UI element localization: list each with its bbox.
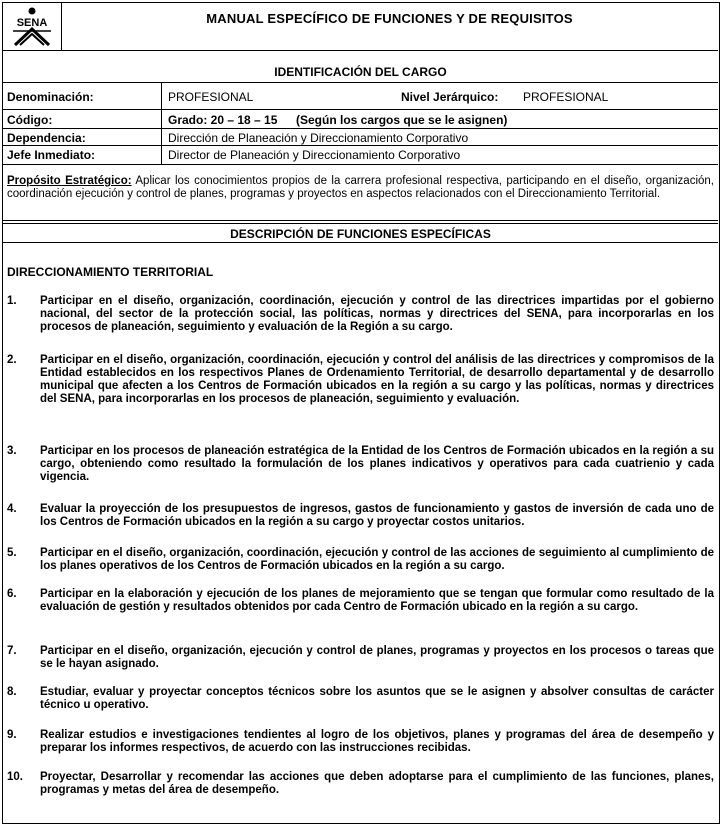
dependencia-value: Dirección de Planeación y Direccionamiento Corporativo [168,131,469,145]
jefe-value: Director de Planeación y Direccionamiento Corporativo [168,148,461,162]
codigo-row [3,110,718,129]
codigo-note: (Según los cargos que se le asignen) [296,113,508,127]
document-title: MANUAL ESPECÍFICO DE FUNCIONES Y DE REQUISITOS [206,11,573,26]
sena-logo-icon [9,7,55,47]
proposito-label: Propósito Estratégico: [7,175,132,187]
jefe-label: Jefe Inmediato: [7,148,96,162]
svg-text:SENA: SENA [16,17,48,29]
sena-logo [3,3,62,50]
funciones-subheading: DIRECCIONAMIENTO TERRITORIAL [7,265,214,279]
denominacion-label: Denominación: [7,90,94,104]
nivel-value: PROFESIONAL [523,90,609,104]
codigo-value: Grado: 20 – 18 – 15 [168,113,278,127]
codigo-label: Código: [7,113,53,127]
denominacion-row [3,83,718,110]
document-page: SENA MANUAL ESPECÍFICO DE FUNCIONES Y DE REQUISITOS IDENTIFICACIÓN DEL CARGO Denominación: PROFESIONAL Nivel Jerárquico: PROFESIONAL Código: Grado: 20 – 18 – 15 (Según los cargos que se le asignen) Dependencia: Dirección de Planeación y Direccionamiento Corporativo Jefe Inmediato: Director de Planeación y Direccionamiento Corporativo Propósito Estratégico: Aplicar los conocimientos propios de la carrera profesional respectiva, participando en el diseño, organización, coordinación ejecución y control de planes, programas y proyectos en aspectos relacionados con el Direccionamiento Territorial. DESCRIPCIÓN DE FUNCIONES ESPECÍFICAS DIRECCIONAMIENTO TERRITORIAL 1. Participar en el diseño, organización, coordinación, ejecución y control de las directrices impartidas por el gobierno nacional, del sector de la protección social, las políticas, normas y directrices del SENA, para incorporarlas en los procesos de planeación, seguimiento y evaluación de la Región a su cargo. 2. Participar en el diseño, organización, coordinación, ejecución y control del análisis de las directrices y compromisos de la Entidad establecidos en los respectivos Planes de Ordenamiento Territorial, de desarrollo departamental y de desarrollo municipal que afecten a los Centros de Formación ubicados en la región a su cargo y las políticas, normas y directrices del SENA, para incorporarlas en los procesos de planeación, seguimiento y evaluación. 3. Participar en los procesos de planeación estratégica de la Entidad de los Centros de Formación ubicados en la región a su cargo, obteniendo como resultado la formulación de los planes indicativos y operativos para cada cuatrienio y cada vigencia. 4. Evaluar la proyección de los presupuestos de ingresos, gastos de funcionamiento y gastos de inversión de cada uno de los Centros de Formación ubicados en la región a su cargo y proyectar costos unitarios. 5. Participar en el diseño, organización, coordinación, ejecución y control de las acciones de seguimiento al cumplimiento de los planes operativos de los Centros de Formación ubicados en la región a su cargo. 6. Participar en la elaboración y ejecución de los planes de mejoramiento que se tengan que formular como resultado de la evaluación de gestión y resultados obtenidos por cada Centro de Formación ubicado en la región a su cargo. 7. Participar en el diseño, organización, ejecución y control de planes, programas y proyectos en los procesos o tareas que se le hayan asignado. 8. Estudiar, evaluar y proyectar conceptos técnicos sobre los asuntos que se le asignen y absolver consultas de carácter técnico u operativo. 9. Realizar estudios e investigaciones tendientes al logro de los objetivos, planes y programas del área de desempeño y preparar los informes respectivos, de acuerdo con las instrucciones recibidas. 10. Proyectar, Desarrollar y recomendar las acciones que deben adoptarse para el cumplimiento de las funciones, planes, programas y metas del área de desempeño. [2,2,720,824]
document-header [3,3,718,51]
proposito-block [3,167,718,221]
dependencia-label: Dependencia: [7,131,86,145]
identificacion-title: IDENTIFICACIÓN DEL CARGO [3,62,718,83]
proposito-text: Aplicar los conocimientos propios de la carrera profesional respectiva, participando en el diseño, organización, coordinación ejecución y control de planes, programas y proyectos en aspectos relacionados con el Direccionamiento Territorial. [7,175,714,200]
funciones-title: DESCRIPCIÓN DE FUNCIONES ESPECÍFICAS [3,223,718,243]
jefe-row [3,146,718,165]
dependencia-row [3,129,718,146]
denominacion-value: PROFESIONAL [168,90,254,104]
nivel-label: Nivel Jerárquico: [401,90,499,104]
